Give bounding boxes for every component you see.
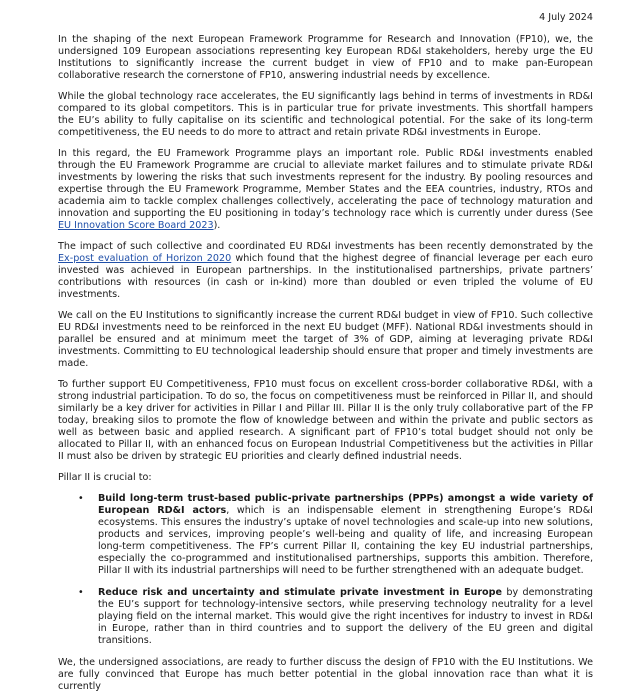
- list-item: [78, 587, 593, 647]
- pillar-two-list: [58, 493, 593, 647]
- bullet-icon: •: [78, 587, 84, 598]
- list-item-bold: Build long-term trust-based public-private partnerships (PPPs) amongst a wide variety of European RD&I actors: [98, 493, 593, 516]
- paragraph-budget-call: We call on the EU Institutions to significantly increase the current RD&I budget in view of FP10. Such collective EU RD&I investments need to be reinforced in the next EU budget (MFF). National RD&I investments should in parallel be ensured and at minimum meet the target of 3% of GDP, aiming at leveraging private RD&I investments. Committing to EU technological leadership should ensure that proper and timely investments are made.: [58, 310, 593, 369]
- paragraph-intro: In the shaping of the next European Framework Programme for Research and Innovation (FP10), we, the undersigned 109 European associations representing key European RD&I stakeholders, hereby urge the EU Institutions to significantly increase the current budget in view of FP10 and to make pan-European collaborative research the cornerstone of FP10, answering industrial needs by excellence.: [58, 34, 593, 81]
- list-item-bold: Reduce risk and uncertainty and stimulate private investment in Europe: [98, 587, 503, 598]
- list-item: [78, 493, 593, 577]
- bullet-icon: •: [78, 493, 84, 504]
- paragraph-technology-race: While the global technology race accelerates, the EU significantly lags behind in terms of investments in RD&I compared to its global competitors. This is in particular true for private investments. This shortfall hampers the EU’s ability to fully capitalise on its scientific and technological potential. For the sake of its long-term competitiveness, the EU needs to do more to attract and retain private RD&I investments in Europe.: [58, 91, 593, 138]
- paragraph-pillar-two-intro: Pillar II is crucial to:: [58, 472, 152, 483]
- innovation-scoreboard-link[interactable]: EU Innovation Score Board 2023: [58, 220, 214, 231]
- paragraph-closing: We, the undersigned associations, are ready to further discuss the design of FP10 with the EU Institutions. We are fully convinced that Europe has much better potential in the global innovation race than what it is currently: [58, 657, 593, 692]
- paragraph-impact-start: The impact of such collective and coordinated EU RD&I investments has been recently demonstrated by the: [58, 241, 593, 252]
- paragraph-impact: [58, 241, 593, 301]
- paragraph-competitiveness: To further support EU Competitiveness, FP10 must focus on excellent cross-border collaborative RD&I, with a strong industrial participation. To do so, the focus on competitiveness must be reinforced in Pillar II, and should similarly be a key driver for activities in Pillar I and Pillar III. Pillar II is the only truly collaborative part of the FP today, breaking silos to promote the flow of knowledge between and within the private and public sectors as well as between basic and applied research. A significant part of FP10’s total budget should not only be allocated to Pillar II, with an enhanced focus on European Industrial Competitiveness but the activities in Pillar II must also be driven by strategic EU priorities and clearly defined industrial needs.: [58, 379, 593, 462]
- list-item-text: by demonstrating the EU’s support for technology-intensive sectors, while preserving technology neutrality for a level playing field on the internal market. This would give the right incentives for industry to invest in RD&I in Europe, rather than in third countries and to support the delivery of the EU green and digital transitions.: [98, 587, 593, 646]
- paragraph-framework-role-end: ).: [213, 220, 221, 231]
- horizon-2020-evaluation-link[interactable]: Ex-post evaluation of Horizon 2020: [58, 253, 232, 264]
- letter-date: 4 July 2024: [539, 12, 593, 23]
- paragraph-framework-role-text: In this regard, the EU Framework Programme plays an important role. Public RD&I investments enabled through the EU Framework Programme are crucial to alleviate market failures and to stimulate private RD&I investments by lowering the risks that such investments represent for the industry. By pooling resources and expertise through the EU Framework Programme, Member States and the EEA countries, industry, RTOs and academia aim to tackle complex challenges collectively, accelerating the pace of technology maturation and innovation and supporting the EU positioning in today’s technology race which is currently under duress (See: [58, 148, 593, 219]
- list-item-text: , which is an indispensable element in strengthening Europe’s RD&I ecosystems. This ensures the industry’s uptake of novel technologies and scale-up into new solutions, products and services, improving people’s well-being and quality of life, and increasing European long-term competitiveness. The FP’s current Pillar II, containing the key EU industrial partnerships, especially the co-programmed and institutionalised partnerships, supports this ambition. Therefore, Pillar II with its industrial partnerships will need to be further strengthened with an adequate budget.: [98, 505, 593, 576]
- paragraph-framework-role: [58, 148, 593, 232]
- paragraph-impact-rest: which found that the highest degree of financial leverage per each euro invested was achieved in European partnerships. In the institutionalised partnerships, private partners’ contributions with resources (in cash or in-kind) more than doubled or even tripled the volume of EU investments.: [58, 253, 593, 300]
